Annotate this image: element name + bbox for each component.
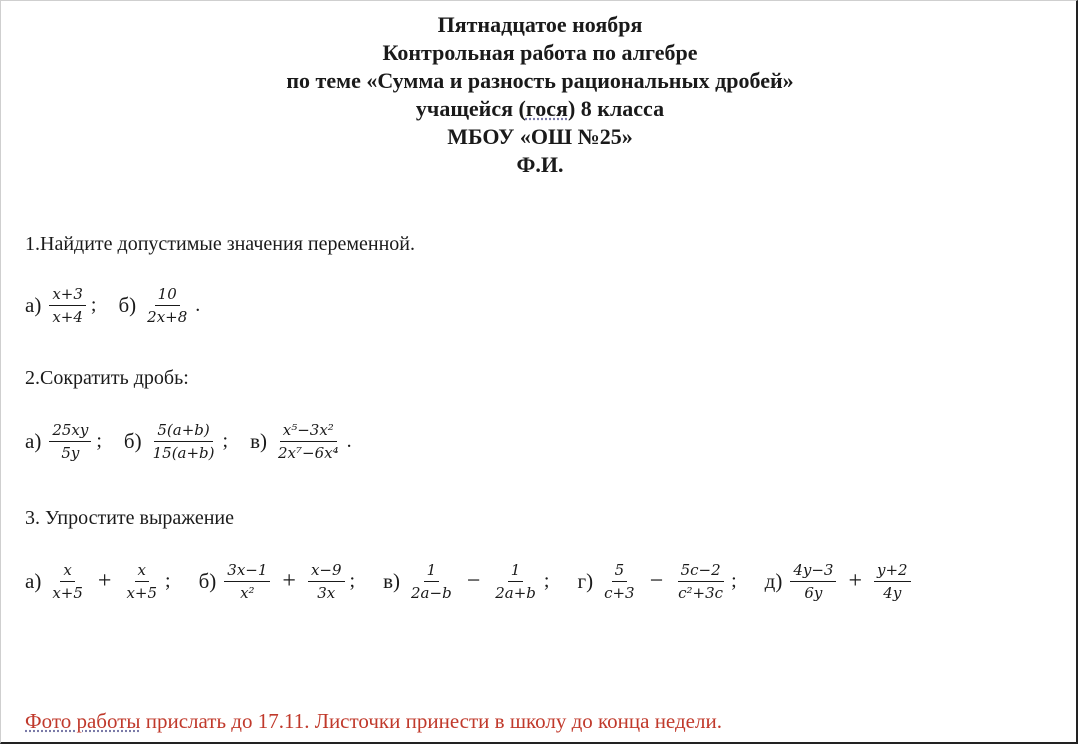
task3-row xyxy=(25,561,916,602)
numerator: 25xy xyxy=(49,421,91,442)
numerator: x xyxy=(60,561,74,582)
fraction xyxy=(49,285,86,326)
fraction xyxy=(144,285,190,326)
header-class-part1: учащейся ( xyxy=(415,96,526,121)
denominator: 2x+8 xyxy=(147,308,188,326)
submission-note-underlined: Фото работы xyxy=(25,709,141,733)
header-test-title: Контрольная работа по алгебре xyxy=(382,40,698,65)
fraction xyxy=(49,421,91,462)
task2-item-c xyxy=(250,421,352,462)
fraction xyxy=(675,561,726,602)
denominator: 3x xyxy=(317,584,336,602)
task2-row xyxy=(25,421,352,462)
item-label: б) xyxy=(118,293,137,317)
numerator: x+3 xyxy=(49,285,86,306)
punctuation: ; xyxy=(543,570,550,592)
fraction xyxy=(275,421,342,462)
fraction xyxy=(492,561,539,602)
numerator: 1 xyxy=(424,561,440,582)
punctuation: . xyxy=(346,430,352,452)
submission-note xyxy=(25,709,722,734)
item-label: а) xyxy=(25,293,42,317)
header-class-part2: ) 8 класса xyxy=(567,96,665,121)
numerator: x−9 xyxy=(308,561,345,582)
fraction xyxy=(224,561,270,602)
worksheet-header xyxy=(1,11,1079,179)
denominator: 2x⁷−6x⁴ xyxy=(278,444,339,462)
item-label: в) xyxy=(250,429,267,453)
numerator: x xyxy=(135,561,149,582)
punctuation: ; xyxy=(96,430,102,452)
fraction xyxy=(308,561,345,602)
denominator: 6y xyxy=(804,584,823,602)
task2-item-b xyxy=(124,421,228,462)
denominator: x+5 xyxy=(126,584,158,602)
denominator: c²+3c xyxy=(678,584,724,602)
numerator: 5(a+b) xyxy=(154,421,212,442)
header-school: МБОУ «ОШ №25» xyxy=(447,124,633,149)
denominator: 15(a+b) xyxy=(152,444,215,462)
header-class-underlined: гося xyxy=(525,96,568,121)
punctuation: ; xyxy=(349,570,356,592)
numerator: 10 xyxy=(155,285,180,306)
denominator: x+5 xyxy=(52,584,83,602)
item-label: а) xyxy=(25,429,42,453)
header-name-field: Ф.И. xyxy=(516,152,564,177)
task3-item-d xyxy=(577,561,736,602)
denominator: x² xyxy=(240,584,255,602)
fraction xyxy=(408,561,455,602)
task3-item-e xyxy=(765,561,916,602)
task2-item-a xyxy=(25,421,102,462)
punctuation: ; xyxy=(165,570,171,592)
item-label: г) xyxy=(577,569,594,593)
operator: − xyxy=(466,568,481,594)
denominator: x+4 xyxy=(52,308,83,326)
item-label: а) xyxy=(25,569,42,593)
fraction xyxy=(49,561,86,602)
fraction xyxy=(790,561,836,602)
denominator: 5y xyxy=(61,444,80,462)
punctuation: . xyxy=(195,294,201,316)
fraction xyxy=(123,561,160,602)
punctuation: ; xyxy=(90,294,97,316)
submission-note-rest: прислать до 17.11. Листочки принести в школу до конца недели. xyxy=(140,709,722,733)
numerator: 1 xyxy=(508,561,524,582)
task3-item-b xyxy=(199,561,356,602)
numerator: 5c−2 xyxy=(678,561,724,582)
numerator: 4y−3 xyxy=(790,561,836,582)
task3-title: 3. Упростите выражение xyxy=(25,507,235,529)
operator: + xyxy=(848,568,863,594)
task1-item-a xyxy=(25,285,96,326)
numerator: x⁵−3x² xyxy=(280,421,337,442)
punctuation: ; xyxy=(222,430,229,452)
denominator: 2a+b xyxy=(495,584,536,602)
operator: + xyxy=(282,568,296,594)
item-label: в) xyxy=(383,569,401,593)
fraction xyxy=(874,561,911,602)
fraction xyxy=(150,421,218,462)
denominator: 4y xyxy=(883,584,902,602)
task2-title: 2.Сократить дробь: xyxy=(25,367,189,389)
operator: + xyxy=(97,568,112,594)
header-date: Пятнадцатое ноября xyxy=(437,12,643,37)
task1-item-b xyxy=(118,285,200,326)
fraction xyxy=(601,561,638,602)
task3-item-a xyxy=(25,561,171,602)
denominator: 2a−b xyxy=(411,584,452,602)
header-topic: по теме «Сумма и разность рациональных дробей» xyxy=(286,68,794,93)
numerator: 5 xyxy=(612,561,628,582)
item-label: д) xyxy=(764,569,783,593)
task1-row xyxy=(25,285,200,326)
denominator: c+3 xyxy=(604,584,635,602)
item-label: б) xyxy=(198,569,217,593)
task3-item-c xyxy=(383,561,549,602)
numerator: y+2 xyxy=(874,561,911,582)
punctuation: ; xyxy=(731,570,737,592)
item-label: б) xyxy=(123,429,142,453)
task1-title: 1.Найдите допустимые значения переменной. xyxy=(25,233,416,255)
operator: − xyxy=(649,568,664,594)
numerator: 3x−1 xyxy=(224,561,270,582)
header-class xyxy=(1,95,1079,123)
